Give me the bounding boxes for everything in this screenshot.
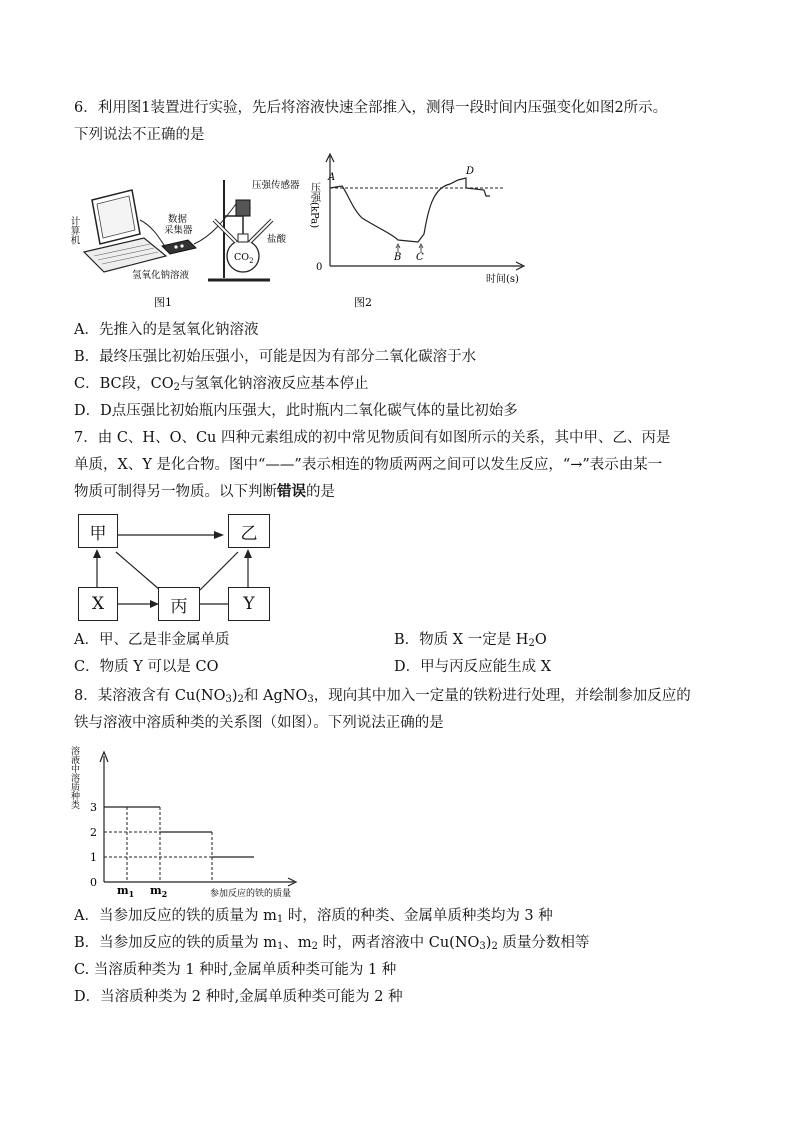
node-bing: 丙 (158, 587, 200, 621)
q6-option-d: D．D点压强比初始瓶内压强大，此时瓶内二氧化碳气体的量比初始多 (74, 403, 518, 419)
q8-option-d: D．当溶质种类为 2 种时,金属单质种类可能为 2 种 (74, 989, 403, 1005)
sensor-label: 压强传感器 (252, 180, 300, 191)
q7-stem-line1: 7．由 C、H、O、Cu 四种元素组成的初中常见物质间有如图所示的关系，其中甲、乙、丙是 (74, 430, 671, 446)
data-collector-icon (162, 240, 196, 254)
chart-xlabel: 参加反应的铁的质量 (210, 889, 292, 899)
q6-stem-line2: 下列说法不正确的是 (74, 127, 205, 143)
node-jia: 甲 (78, 514, 118, 548)
computer-label: 计算机 (68, 216, 80, 245)
point-a-label: A (328, 172, 336, 183)
chart-ylabel: 溶液中溶质种类 (69, 746, 79, 809)
x-tick-label-m1: $m_1$ (117, 884, 135, 899)
fig2-xlabel: 时间(s) (486, 274, 519, 285)
co2-label: $CO_2$ (234, 252, 254, 265)
q7-stem-line2: 单质，X、Y 是化合物。图中“——”表示相连的物质两两之间可以发生反应，“→”表示由某一 (74, 457, 663, 473)
acid-label: 盐酸 (267, 234, 287, 245)
q6-option-a: A．先推入的是氢氧化钠溶液 (74, 322, 259, 338)
q8-stem-line2: 铁与溶液中溶质种类的关系图（如图）。下列说法正确的是 (74, 715, 444, 731)
fig2-caption: 图2 (354, 296, 372, 309)
q6-option-b: B．最终压强比初始压强小，可能是因为有部分二氧化碳溶于水 (74, 349, 477, 365)
point-d-label: D (466, 166, 475, 177)
q7-option-d: D．甲与丙反应能生成 X (394, 659, 552, 675)
q8-option-a: A．当参加反应的铁的质量为 $m_1$ 时，溶质的种类、金属单质种类均为 3 种 (74, 908, 553, 925)
collector-label-2: 采集器 (164, 225, 193, 236)
q6-figure1 (68, 160, 304, 310)
node-x: X (78, 587, 118, 621)
node-y: Y (228, 587, 270, 621)
q7-option-b: B．物质 X 一定是 $H_2O$ (394, 632, 547, 649)
point-b-label: B (394, 252, 402, 263)
q6-stem-line1: 6．利用图1装置进行实验，先后将溶液快速全部推入，测得一段时间内压强变化如图2所示。 (74, 100, 668, 116)
collector-label-1: 数据 (168, 214, 188, 225)
y-tick-label-1: 1 (90, 851, 97, 864)
naoh-label: 氢氧化钠溶液 (132, 270, 190, 281)
node-yi: 乙 (228, 514, 270, 548)
point-c-label: C (416, 252, 424, 263)
q6-option-c: C．BC段，$CO_2$与氢氧化钠溶液反应基本停止 (74, 376, 369, 393)
y-tick-label-0: 0 (90, 876, 97, 889)
q7-option-a: A．甲、乙是非金属单质 (74, 632, 230, 648)
q8-solute-chart (70, 742, 330, 902)
y-tick-label-3: 3 (90, 801, 97, 814)
q7-stem-line3: 物质可制得另一物质。以下判断错误的是 (74, 483, 335, 500)
fig2-ylabel: 压强(kPa) (308, 182, 320, 229)
link-jia-bing (116, 552, 160, 590)
y-tick-label-2: 2 (90, 826, 97, 839)
q8-option-c: C. 当溶质种类为 1 种时,金属单质种类可能为 1 种 (74, 962, 397, 978)
q8-option-b: B．当参加反应的铁的质量为 $m_1$、$m_2$ 时，两者溶液中 $Cu(NO_3)_2$ 质量分数相等 (74, 935, 590, 952)
x-tick-label-m2: $m_2$ (150, 884, 168, 899)
link-yi-bing (200, 552, 238, 590)
q6-figure2 (300, 152, 540, 312)
q8-stem-line1: 8．某溶液含有 $Cu(NO_3)_2$和 AgNO$_3$，现向其中加入一定量的铁粉进行处理，并绘制参加反应的 (74, 688, 691, 705)
q7-option-c: C．物质 Y 可以是 CO (74, 659, 219, 675)
fig2-origin: 0 (316, 262, 323, 273)
fig1-caption: 图1 (154, 296, 172, 309)
